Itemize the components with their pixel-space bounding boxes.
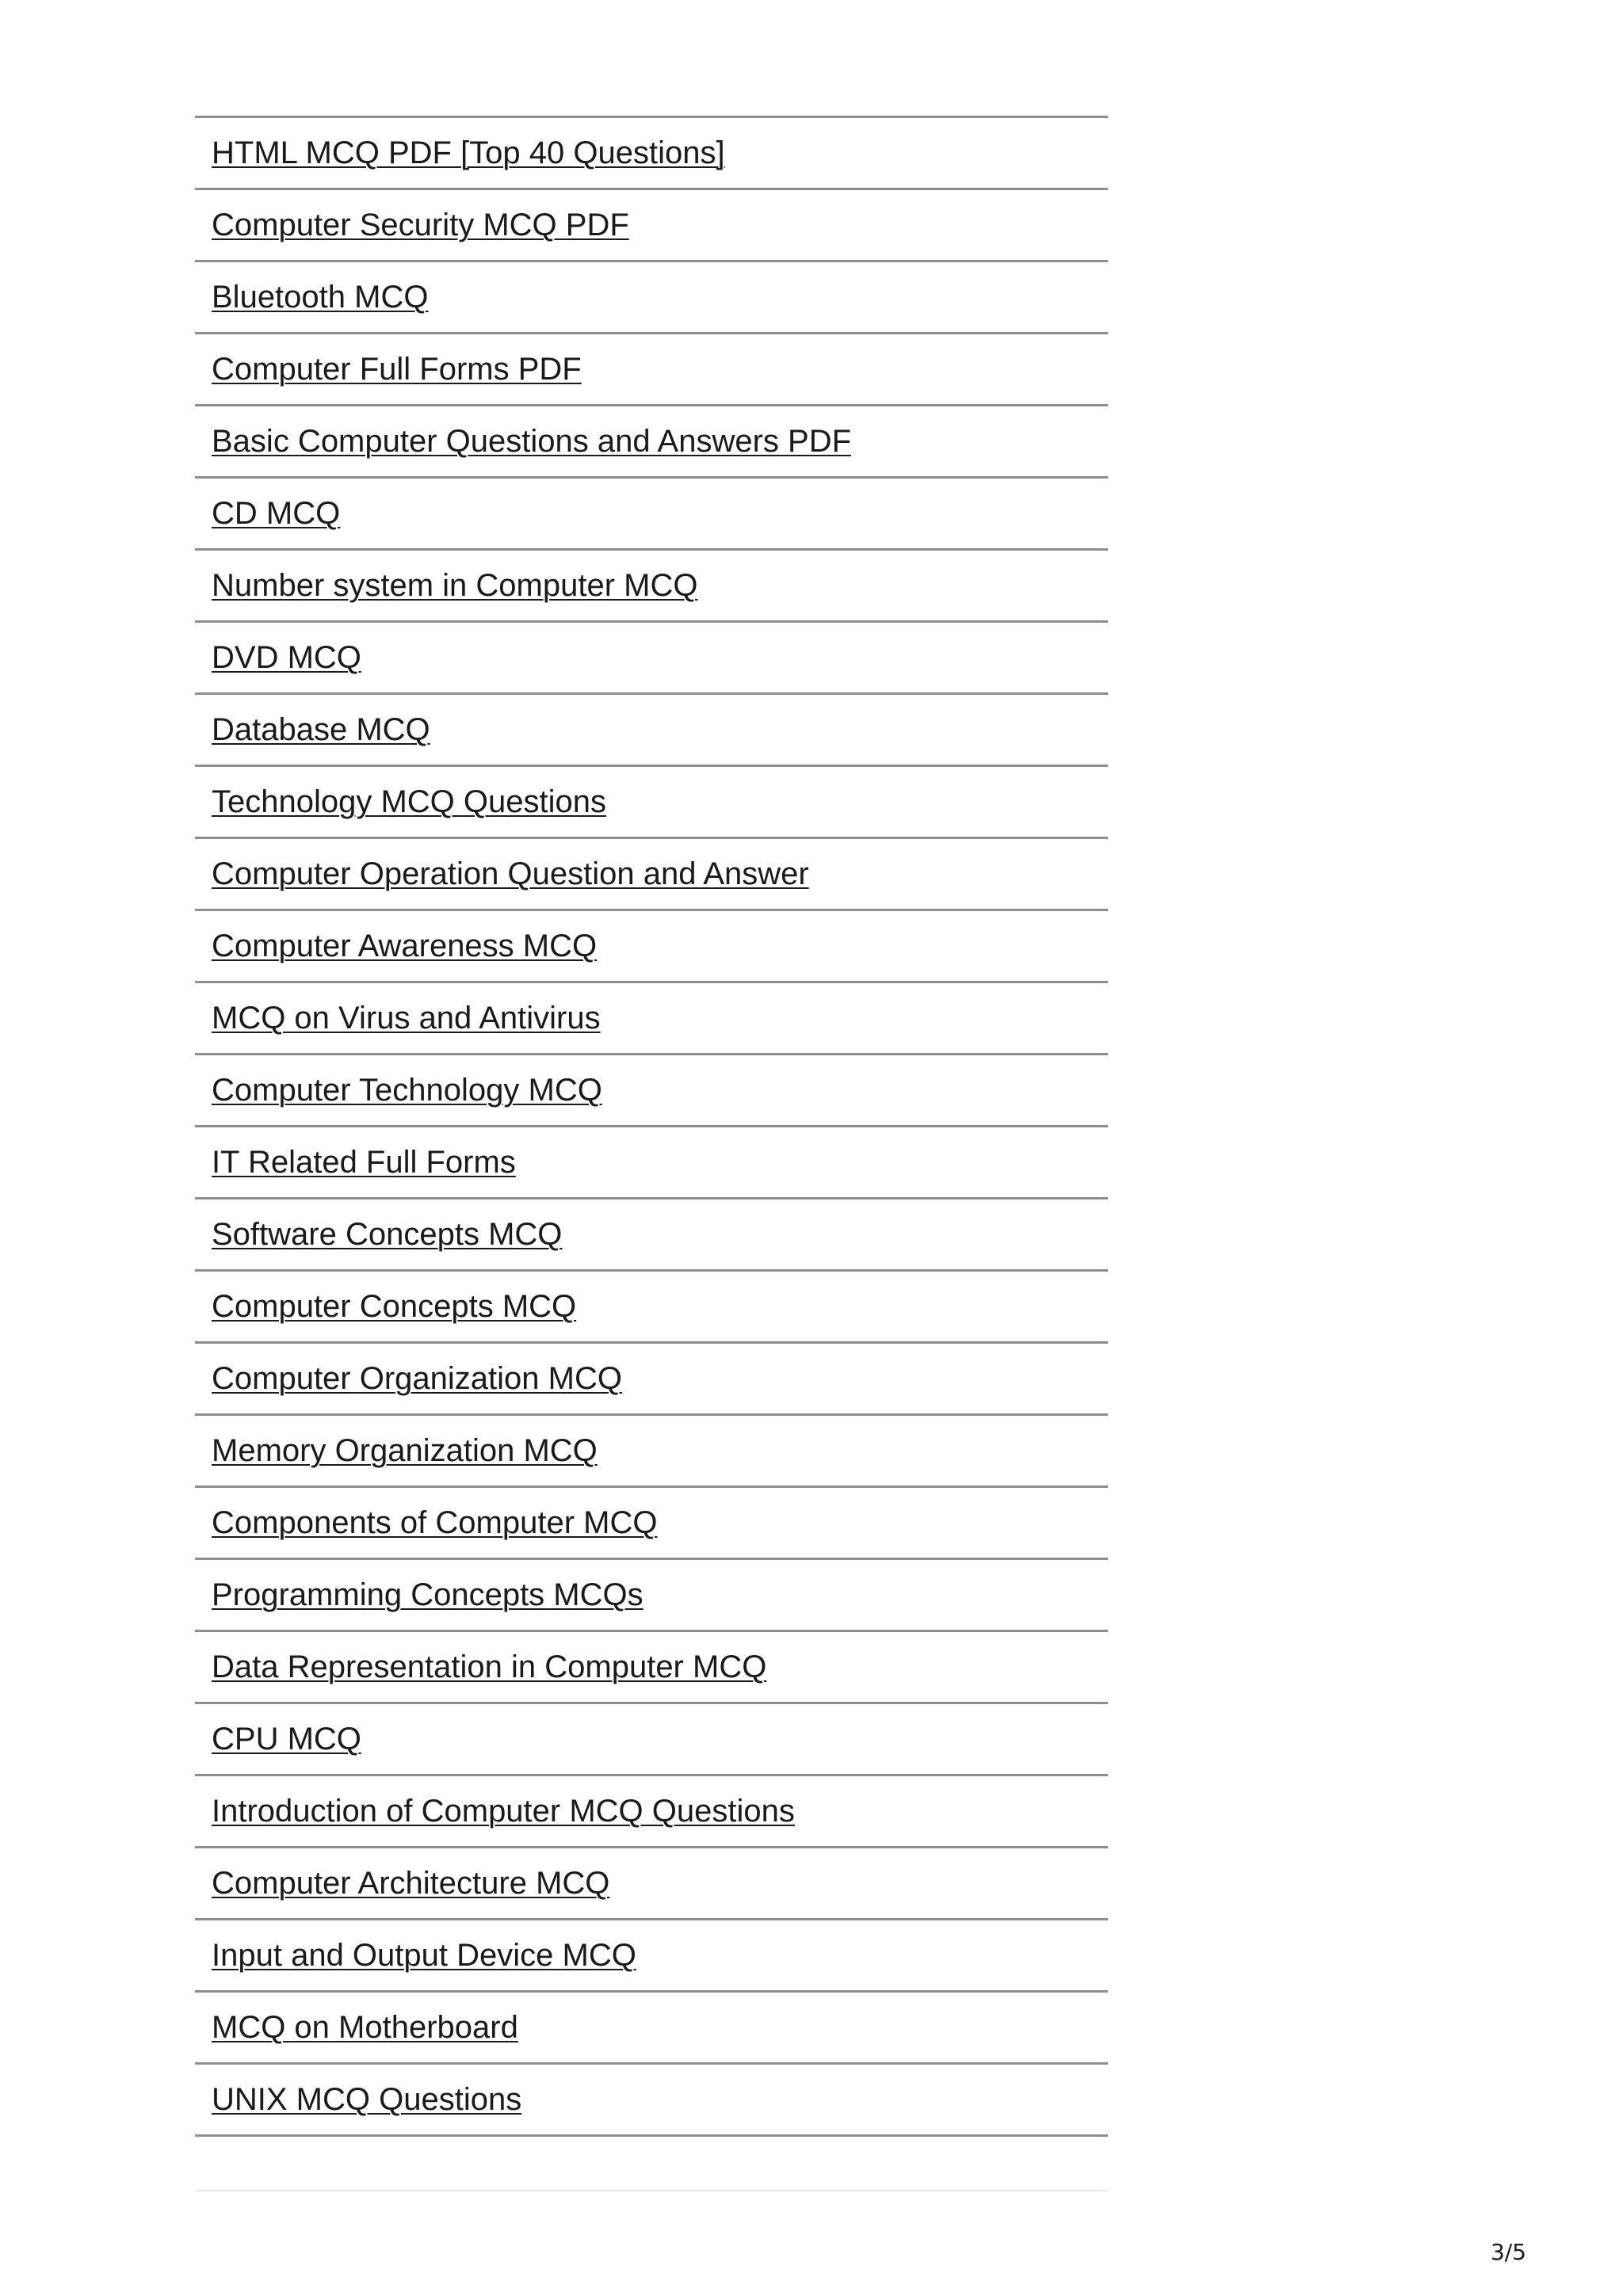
link-computer-architecture-mcq[interactable]: Computer Architecture MCQ: [212, 1866, 610, 1901]
link-it-full-forms[interactable]: IT Related Full Forms: [212, 1145, 516, 1180]
link-motherboard-mcq[interactable]: MCQ on Motherboard: [212, 2010, 518, 2045]
list-item: [195, 695, 1108, 767]
list-item: [195, 1199, 1108, 1272]
link-number-system-mcq[interactable]: Number system in Computer MCQ: [212, 568, 698, 603]
list-item: [195, 262, 1108, 334]
link-computer-full-forms-pdf[interactable]: Computer Full Forms PDF: [212, 352, 582, 387]
list-item: [195, 334, 1108, 406]
list-item: [195, 1127, 1108, 1199]
list-item: [195, 839, 1108, 911]
list-item: [195, 2065, 1108, 2137]
list-item: [195, 406, 1108, 479]
link-dvd-mcq[interactable]: DVD MCQ: [212, 640, 361, 675]
list-item: [195, 1776, 1108, 1848]
list-item: [195, 623, 1108, 695]
list-item: [195, 118, 1108, 190]
link-computer-technology-mcq[interactable]: Computer Technology MCQ: [212, 1073, 602, 1108]
list-item: [195, 1344, 1108, 1416]
list-item: [195, 551, 1108, 623]
list-item: [195, 190, 1108, 262]
list-item: [195, 1993, 1108, 2065]
page-number: 3/5: [1490, 2239, 1526, 2265]
link-technology-mcq[interactable]: Technology MCQ Questions: [212, 784, 607, 819]
link-cd-mcq[interactable]: CD MCQ: [212, 496, 341, 531]
link-input-output-device-mcq[interactable]: Input and Output Device MCQ: [212, 1938, 636, 1973]
link-computer-organization-mcq[interactable]: Computer Organization MCQ: [212, 1361, 622, 1396]
list-item: [195, 1848, 1108, 1920]
list-item: [195, 1560, 1108, 1632]
list-item: [195, 1632, 1108, 1704]
link-bluetooth-mcq[interactable]: Bluetooth MCQ: [212, 280, 429, 315]
link-computer-security-mcq-pdf[interactable]: Computer Security MCQ PDF: [212, 208, 629, 242]
link-software-concepts-mcq[interactable]: Software Concepts MCQ: [212, 1217, 563, 1252]
link-data-representation-mcq[interactable]: Data Representation in Computer MCQ: [212, 1650, 767, 1684]
link-programming-concepts-mcqs[interactable]: Programming Concepts MCQs: [212, 1577, 643, 1612]
list-item: [195, 479, 1108, 551]
link-computer-concepts-mcq[interactable]: Computer Concepts MCQ: [212, 1289, 577, 1324]
list-item: [195, 1920, 1108, 1993]
link-cpu-mcq[interactable]: CPU MCQ: [212, 1722, 361, 1756]
link-computer-awareness-mcq[interactable]: Computer Awareness MCQ: [212, 929, 598, 963]
list-item: [195, 767, 1108, 839]
link-components-of-computer-mcq[interactable]: Components of Computer MCQ: [212, 1505, 658, 1540]
list-item: [195, 1272, 1108, 1344]
list-item: [195, 983, 1108, 1055]
link-intro-computer-mcq[interactable]: Introduction of Computer MCQ Questions: [212, 1794, 795, 1829]
link-computer-operation-qa[interactable]: Computer Operation Question and Answer: [212, 856, 809, 891]
link-virus-antivirus-mcq[interactable]: MCQ on Virus and Antivirus: [212, 1001, 601, 1035]
related-links-list: [195, 116, 1108, 2137]
list-item: [195, 1704, 1108, 1776]
list-item: [195, 1416, 1108, 1488]
list-item: [195, 1488, 1108, 1560]
link-unix-mcq[interactable]: UNIX MCQ Questions: [212, 2082, 522, 2117]
link-memory-organization-mcq[interactable]: Memory Organization MCQ: [212, 1433, 598, 1468]
link-database-mcq[interactable]: Database MCQ: [212, 712, 430, 747]
list-item: [195, 1055, 1108, 1127]
section-divider: [195, 2190, 1108, 2191]
link-html-mcq-pdf[interactable]: HTML MCQ PDF [Top 40 Questions]: [212, 135, 725, 170]
link-basic-computer-questions[interactable]: Basic Computer Questions and Answers PDF: [212, 424, 852, 459]
list-item: [195, 911, 1108, 983]
